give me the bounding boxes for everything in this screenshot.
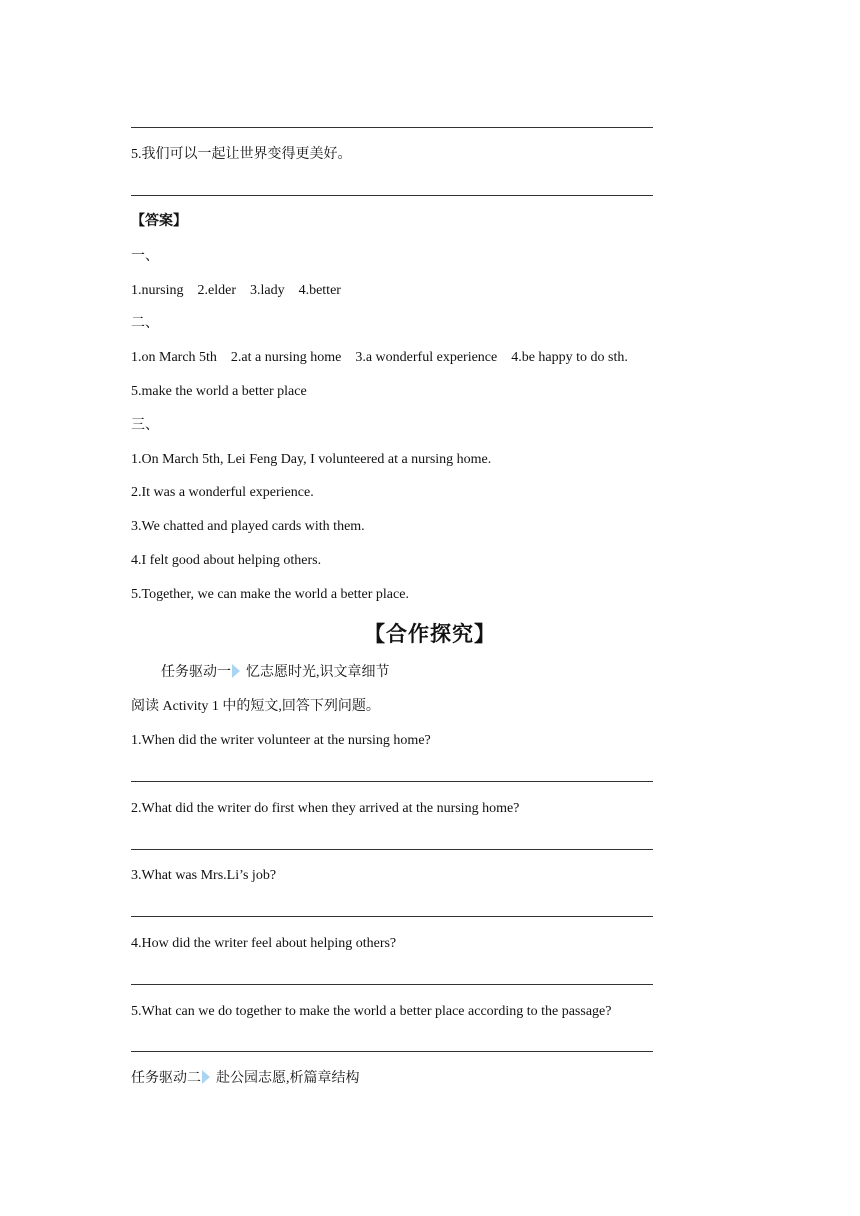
section-2-answers: 1.on March 5th 2.at a nursing home 3.a wonderful experience 4.be happy to do sth. [131,350,628,365]
answer-line [131,781,653,782]
section-3-answer-2: 2.It was a wonderful experience. [131,485,314,500]
task-2-label: 任务驱动二 [131,1071,201,1086]
task-1-title: 忆志愿时光,识文章细节 [246,665,390,680]
section-3-label: 三、 [131,418,159,433]
section-2-label: 二、 [131,316,159,331]
question-4: 4.How did the writer feel about helping others? [131,936,397,951]
answer-line [131,984,653,985]
section-1-label: 一、 [131,249,159,264]
triangle-arrow-icon [202,1070,210,1084]
section-3-answer-3: 3.We chatted and played cards with them. [131,519,365,534]
section-1-answers: 1.nursing 2.elder 3.lady 4.better [131,283,341,298]
cooperative-inquiry-heading: 【合作探究】 [364,622,496,646]
task-2-header [131,1070,360,1088]
answer-line [131,195,653,196]
section-3-answer-5: 5.Together, we can make the world a better place. [131,587,409,602]
question-5: 5.What can we do together to make the world a better place according to the passage? [131,1004,612,1019]
instruction-text: 阅读 Activity 1 中的短文,回答下列问题。 [131,699,380,714]
answer-line [131,916,653,917]
question-5-chinese: 5.我们可以一起让世界变得更美好。 [131,147,352,162]
question-2: 2.What did the writer do first when they arrived at the nursing home? [131,801,520,816]
answer-line [131,849,653,850]
section-3-answer-1: 1.On March 5th, Lei Feng Day, I volunteered at a nursing home. [131,452,492,467]
answer-heading: 【答案】 [131,214,187,229]
section-2-answers-cont: 5.make the world a better place [131,384,307,399]
answer-line [131,127,653,128]
question-1: 1.When did the writer volunteer at the nursing home? [131,733,431,748]
task-2-title: 赴公园志愿,析篇章结构 [216,1071,360,1086]
question-3: 3.What was Mrs.Li’s job? [131,868,277,883]
answer-line [131,1051,653,1052]
section-3-answer-4: 4.I felt good about helping others. [131,553,322,568]
task-1-header [161,664,390,682]
triangle-arrow-icon [232,664,240,678]
task-1-label: 任务驱动一 [161,665,231,680]
